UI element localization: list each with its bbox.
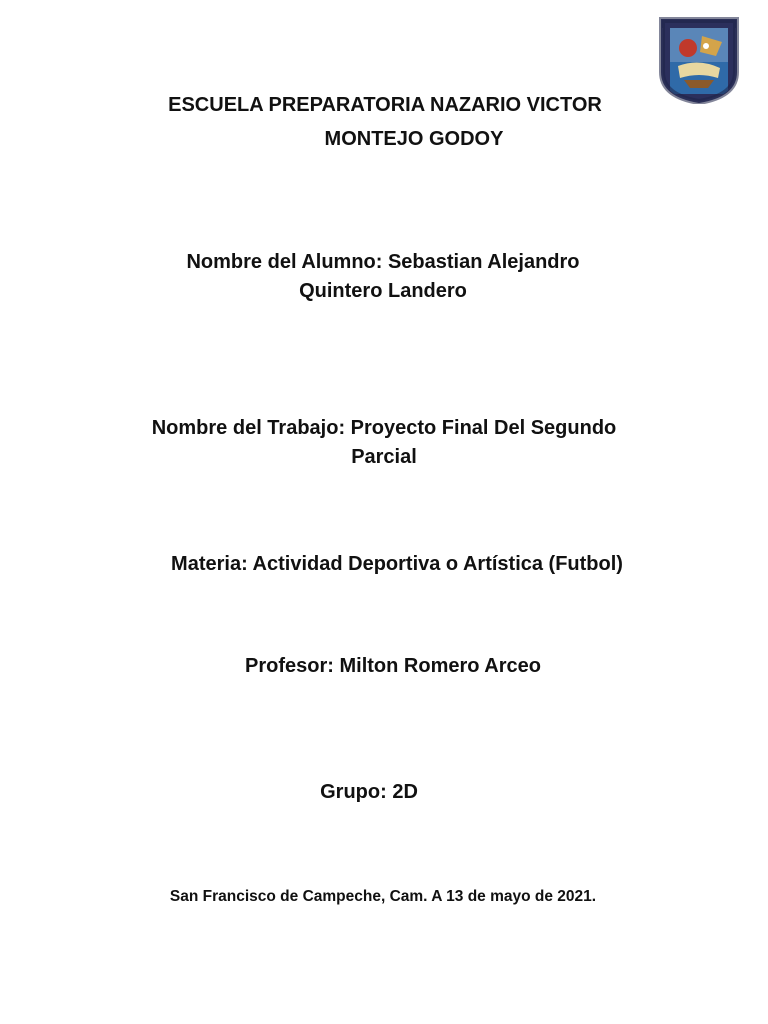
work-title-line-1: Nombre del Trabajo: Proyecto Final Del Segundo	[151, 417, 617, 439]
school-name-line-1: ESCUELA PREPARATORIA NAZARIO VICTOR	[168, 94, 602, 116]
teacher-line: Profesor: Milton Romero Arceo	[245, 655, 541, 677]
subject-line: Materia: Actividad Deportiva o Artística (Futbol)	[171, 553, 623, 575]
work-title-line-2: Parcial	[351, 446, 417, 468]
student-name-line-2: Quintero Landero	[299, 280, 467, 302]
place-date-line: San Francisco de Campeche, Cam. A 13 de mayo de 2021.	[169, 888, 597, 905]
university-crest-icon	[658, 16, 740, 104]
student-name-line-1: Nombre del Alumno: Sebastian Alejandro	[186, 251, 580, 273]
group-line: Grupo: 2D	[320, 781, 418, 803]
school-name-line-2: MONTEJO GODOY	[324, 128, 504, 150]
